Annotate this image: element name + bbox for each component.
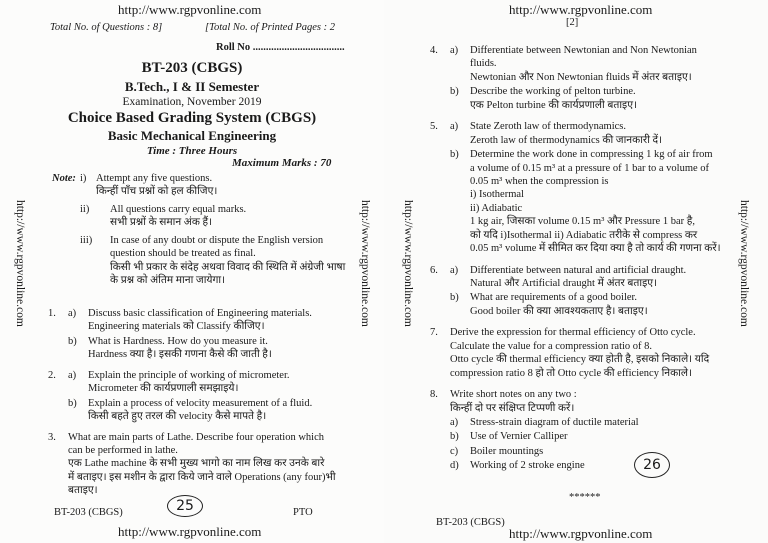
question-parts — [450, 388, 639, 474]
question-part — [450, 148, 721, 256]
question-part — [68, 307, 312, 334]
part-text — [450, 388, 577, 415]
part-text — [470, 44, 697, 84]
question-7 — [430, 326, 721, 381]
part-line: 0.05 m³ volume में सीमित कर दिया क्या है तो कार्य की गणना करें। — [470, 243, 721, 255]
part-line: Determine the work done in compressing 1 kg of air from — [470, 149, 713, 161]
part-line: Otto cycle की thermal efficiency क्या होती है, इसको निकाले। यदि — [450, 354, 710, 366]
part-text — [470, 85, 637, 112]
part-label: d) — [450, 460, 459, 472]
question-parts — [450, 264, 686, 320]
question-8 — [430, 388, 721, 474]
part-line: किसी बहते हुए तरल की velocity कैसे मापते है। — [88, 411, 267, 423]
question-4 — [430, 44, 721, 113]
part-line: Calculate the value for a compression ratio of 8. — [450, 340, 653, 352]
questions-page-1 — [48, 307, 336, 505]
part-line: Describe the working of pelton turbine. — [470, 86, 636, 98]
part-line: 1 kg air, जिसका volume 0.15 m³ और Pressure 1 bar है, — [470, 216, 695, 228]
part-label: a) — [68, 308, 77, 319]
part-line: एक Pelton turbine की कार्यप्रणाली बताइए। — [470, 99, 637, 111]
part-text — [88, 397, 312, 424]
website-header: http://www.rgpvonline.com — [509, 2, 653, 17]
question-parts — [450, 326, 709, 381]
footer-pto: PTO — [293, 507, 313, 518]
note-text — [96, 172, 217, 199]
total-pages: [Total No. of Printed Pages : 2 — [205, 22, 335, 33]
part-line: Differentiate between natural and artificial draught. — [470, 264, 687, 276]
note-text — [110, 234, 345, 288]
question-number: 7. — [430, 327, 438, 339]
part-line: किन्हीं दो पर संक्षिप्त टिप्पणी करें। — [450, 402, 575, 414]
note-line: All questions carry equal marks. — [110, 203, 247, 215]
part-text — [88, 307, 312, 334]
part-text — [470, 416, 639, 429]
part-line: State Zeroth law of thermodynamics. — [470, 121, 626, 133]
part-line: Write short notes on any two : — [450, 389, 577, 401]
website-footer: http://www.rgpvonline.com — [509, 526, 653, 541]
question-number: 2. — [48, 369, 56, 381]
note-line: किसी भी प्रकार के संदेह अथवा विवाद की स्थिति में अंग्रेजी भाषा — [110, 261, 346, 273]
part-line: can be performed in lathe. — [68, 444, 178, 456]
question-part — [450, 85, 697, 112]
time: Time : Three Hours — [146, 145, 238, 157]
part-label: b) — [450, 292, 459, 304]
end-mark: ****** — [569, 492, 601, 503]
part-text — [470, 459, 585, 472]
question-parts — [450, 44, 697, 113]
part-line: fluids. — [470, 58, 497, 70]
part-line: को यदि i)Isothermal ii) Adiabatic तरीके से compress कर — [470, 229, 698, 241]
questions-page-2 — [430, 44, 721, 481]
part-label: c) — [450, 445, 459, 457]
part-label: b) — [450, 86, 459, 98]
side-watermark-left: http://www.rgpvonline.com — [402, 200, 414, 327]
part-text — [470, 264, 686, 291]
part-label: a) — [450, 121, 459, 133]
part-label: a) — [450, 264, 459, 276]
part-line: Micrometer की कार्यप्रणाली समझाइये। — [88, 383, 239, 395]
part-line: ii) Adiabatic — [470, 202, 523, 214]
part-line: i) Isothermal — [470, 189, 524, 201]
question-part — [450, 459, 639, 472]
question-number: 4. — [430, 45, 438, 56]
part-label: b) — [68, 397, 77, 409]
part-label: a) — [450, 45, 459, 56]
part-line: What are main parts of Lathe. Describe four operation which — [68, 431, 324, 443]
footer-code: BT-203 (CBGS) — [436, 517, 505, 528]
part-label: a) — [68, 369, 77, 381]
note-number: i) — [80, 173, 87, 184]
question-2 — [48, 369, 336, 425]
page-marker: [2] — [566, 17, 579, 28]
handwritten-page-number: 25 — [167, 495, 203, 517]
handwritten-page-number: 26 — [634, 452, 670, 478]
website-header: http://www.rgpvonline.com — [118, 2, 262, 17]
roll-no: Roll No ................................... — [216, 42, 345, 53]
part-line: Derive the expression for thermal efficiency of Otto cycle. — [450, 327, 696, 339]
note-item — [80, 172, 345, 199]
question-parts — [68, 307, 312, 363]
note-line: सभी प्रश्नों के समान अंक हैं। — [110, 217, 213, 229]
note-line: किन्हीं पाँच प्रश्नों को हल कीजिए। — [96, 186, 218, 198]
grading-system: Choice Based Grading System (CBGS) — [67, 110, 317, 126]
question-6 — [430, 264, 721, 320]
part-text — [88, 335, 272, 362]
part-line: Discuss basic classification of Engineering materials. — [88, 308, 312, 319]
instructions — [80, 172, 345, 292]
question-part — [68, 431, 336, 498]
question-parts — [68, 369, 312, 425]
part-line: एक Lathe machine के सभी मुख्य भागो का नाम लिख कर उनके बारे — [68, 458, 325, 470]
side-watermark-left: http://www.rgpvonline.com — [14, 200, 26, 327]
part-line: Explain the principle of working of micrometer. — [88, 369, 290, 381]
question-part — [450, 120, 721, 147]
part-line: Zeroth law of thermodynamics की जानकारी दें। — [470, 134, 663, 146]
part-line: Working of 2 stroke engine — [470, 460, 585, 472]
part-label: b) — [450, 149, 459, 161]
note-item — [80, 234, 345, 288]
part-text — [88, 369, 289, 396]
note-text — [110, 203, 246, 230]
question-part — [450, 291, 686, 318]
question-parts — [450, 120, 721, 256]
part-line: compression ratio 8 हो तो Otto cycle की efficiency निकाले। — [450, 367, 692, 379]
part-text — [470, 430, 567, 443]
subject: Basic Mechanical Engineering — [107, 128, 277, 143]
part-line: Use of Vernier Calliper — [470, 431, 568, 443]
question-number: 6. — [430, 264, 438, 276]
question-5 — [430, 120, 721, 256]
part-line: What is Hardness. How do you measure it. — [88, 335, 268, 347]
part-line: 0.05 m³ when the compression is — [470, 175, 609, 187]
side-watermark-right: http://www.rgpvonline.com — [738, 200, 750, 327]
part-line: में बताइए। इस मशीन के द्वारा किये जाने वाले Operations (any four)भी — [68, 471, 336, 483]
note-line: Attempt any five questions. — [96, 173, 213, 184]
note-number: iii) — [80, 234, 93, 246]
side-watermark-right: http://www.rgpvonline.com — [359, 200, 371, 327]
note-item — [80, 203, 345, 230]
part-line: Hardness क्या है। इसकी गणना कैसे की जाती है। — [88, 349, 272, 361]
part-text — [68, 431, 336, 498]
part-line: Good boiler की क्या आवश्यकताए है। बताइए। — [470, 305, 648, 317]
part-line: a volume of 0.15 m³ at a pressure of 1 bar to a volume of — [470, 162, 710, 174]
question-part — [450, 445, 639, 458]
part-line: Boiler mountings — [470, 445, 544, 457]
part-label: b) — [68, 335, 77, 347]
note-label: Note: — [52, 173, 76, 184]
part-label: b) — [450, 431, 459, 443]
question-part — [68, 369, 312, 396]
question-part — [450, 326, 709, 380]
max-marks: Maximum Marks : 70 — [232, 157, 332, 169]
part-line: Differentiate between Newtonian and Non Newtonian — [470, 45, 697, 56]
part-text — [470, 120, 662, 147]
total-questions: Total No. of Questions : 8] — [50, 22, 163, 33]
question-1 — [48, 307, 336, 363]
paper-code: BT-203 (CBGS) — [141, 60, 243, 76]
part-text — [470, 148, 721, 256]
question-number: 8. — [430, 389, 438, 401]
question-part — [450, 430, 639, 443]
question-part — [450, 388, 639, 415]
part-line: Newtonian और Non Newtonian fluids में अंतर बताइए। — [470, 71, 692, 83]
question-parts — [68, 431, 336, 499]
part-text — [470, 445, 543, 458]
question-part — [450, 264, 686, 291]
part-label: a) — [450, 416, 459, 428]
part-line: Stress-strain diagram of ductile material — [470, 416, 639, 428]
part-line: Engineering materials को Classify कीजिए। — [88, 321, 265, 333]
note-number: ii) — [80, 203, 90, 215]
part-line: Natural और Artificial draught में अंतर बताइए। — [470, 278, 658, 289]
website-footer: http://www.rgpvonline.com — [118, 524, 262, 539]
part-line: Explain a process of velocity measurement of a fluid. — [88, 397, 313, 409]
note-line: के प्रश्न को अंतिम माना जायेगा। — [110, 275, 226, 287]
question-3 — [48, 431, 336, 499]
part-text — [470, 291, 648, 318]
exam-page-2 — [384, 0, 768, 543]
question-number: 5. — [430, 121, 438, 133]
footer-code: BT-203 (CBGS) — [54, 507, 123, 518]
question-part — [68, 335, 312, 362]
exam-session: Examination, November 2019 — [122, 96, 262, 108]
question-number: 3. — [48, 431, 56, 443]
question-part — [450, 44, 697, 84]
question-part — [450, 416, 639, 429]
question-number: 1. — [48, 308, 56, 319]
note-line: question should be treated as final. — [110, 248, 256, 260]
part-line: बताइए। — [68, 485, 98, 497]
part-line: What are requirements of a good boiler. — [470, 292, 638, 304]
question-part — [68, 397, 312, 424]
note-line: In case of any doubt or dispute the English version — [110, 234, 324, 246]
part-text — [450, 326, 709, 380]
course: B.Tech., I & II Semester — [124, 79, 260, 94]
